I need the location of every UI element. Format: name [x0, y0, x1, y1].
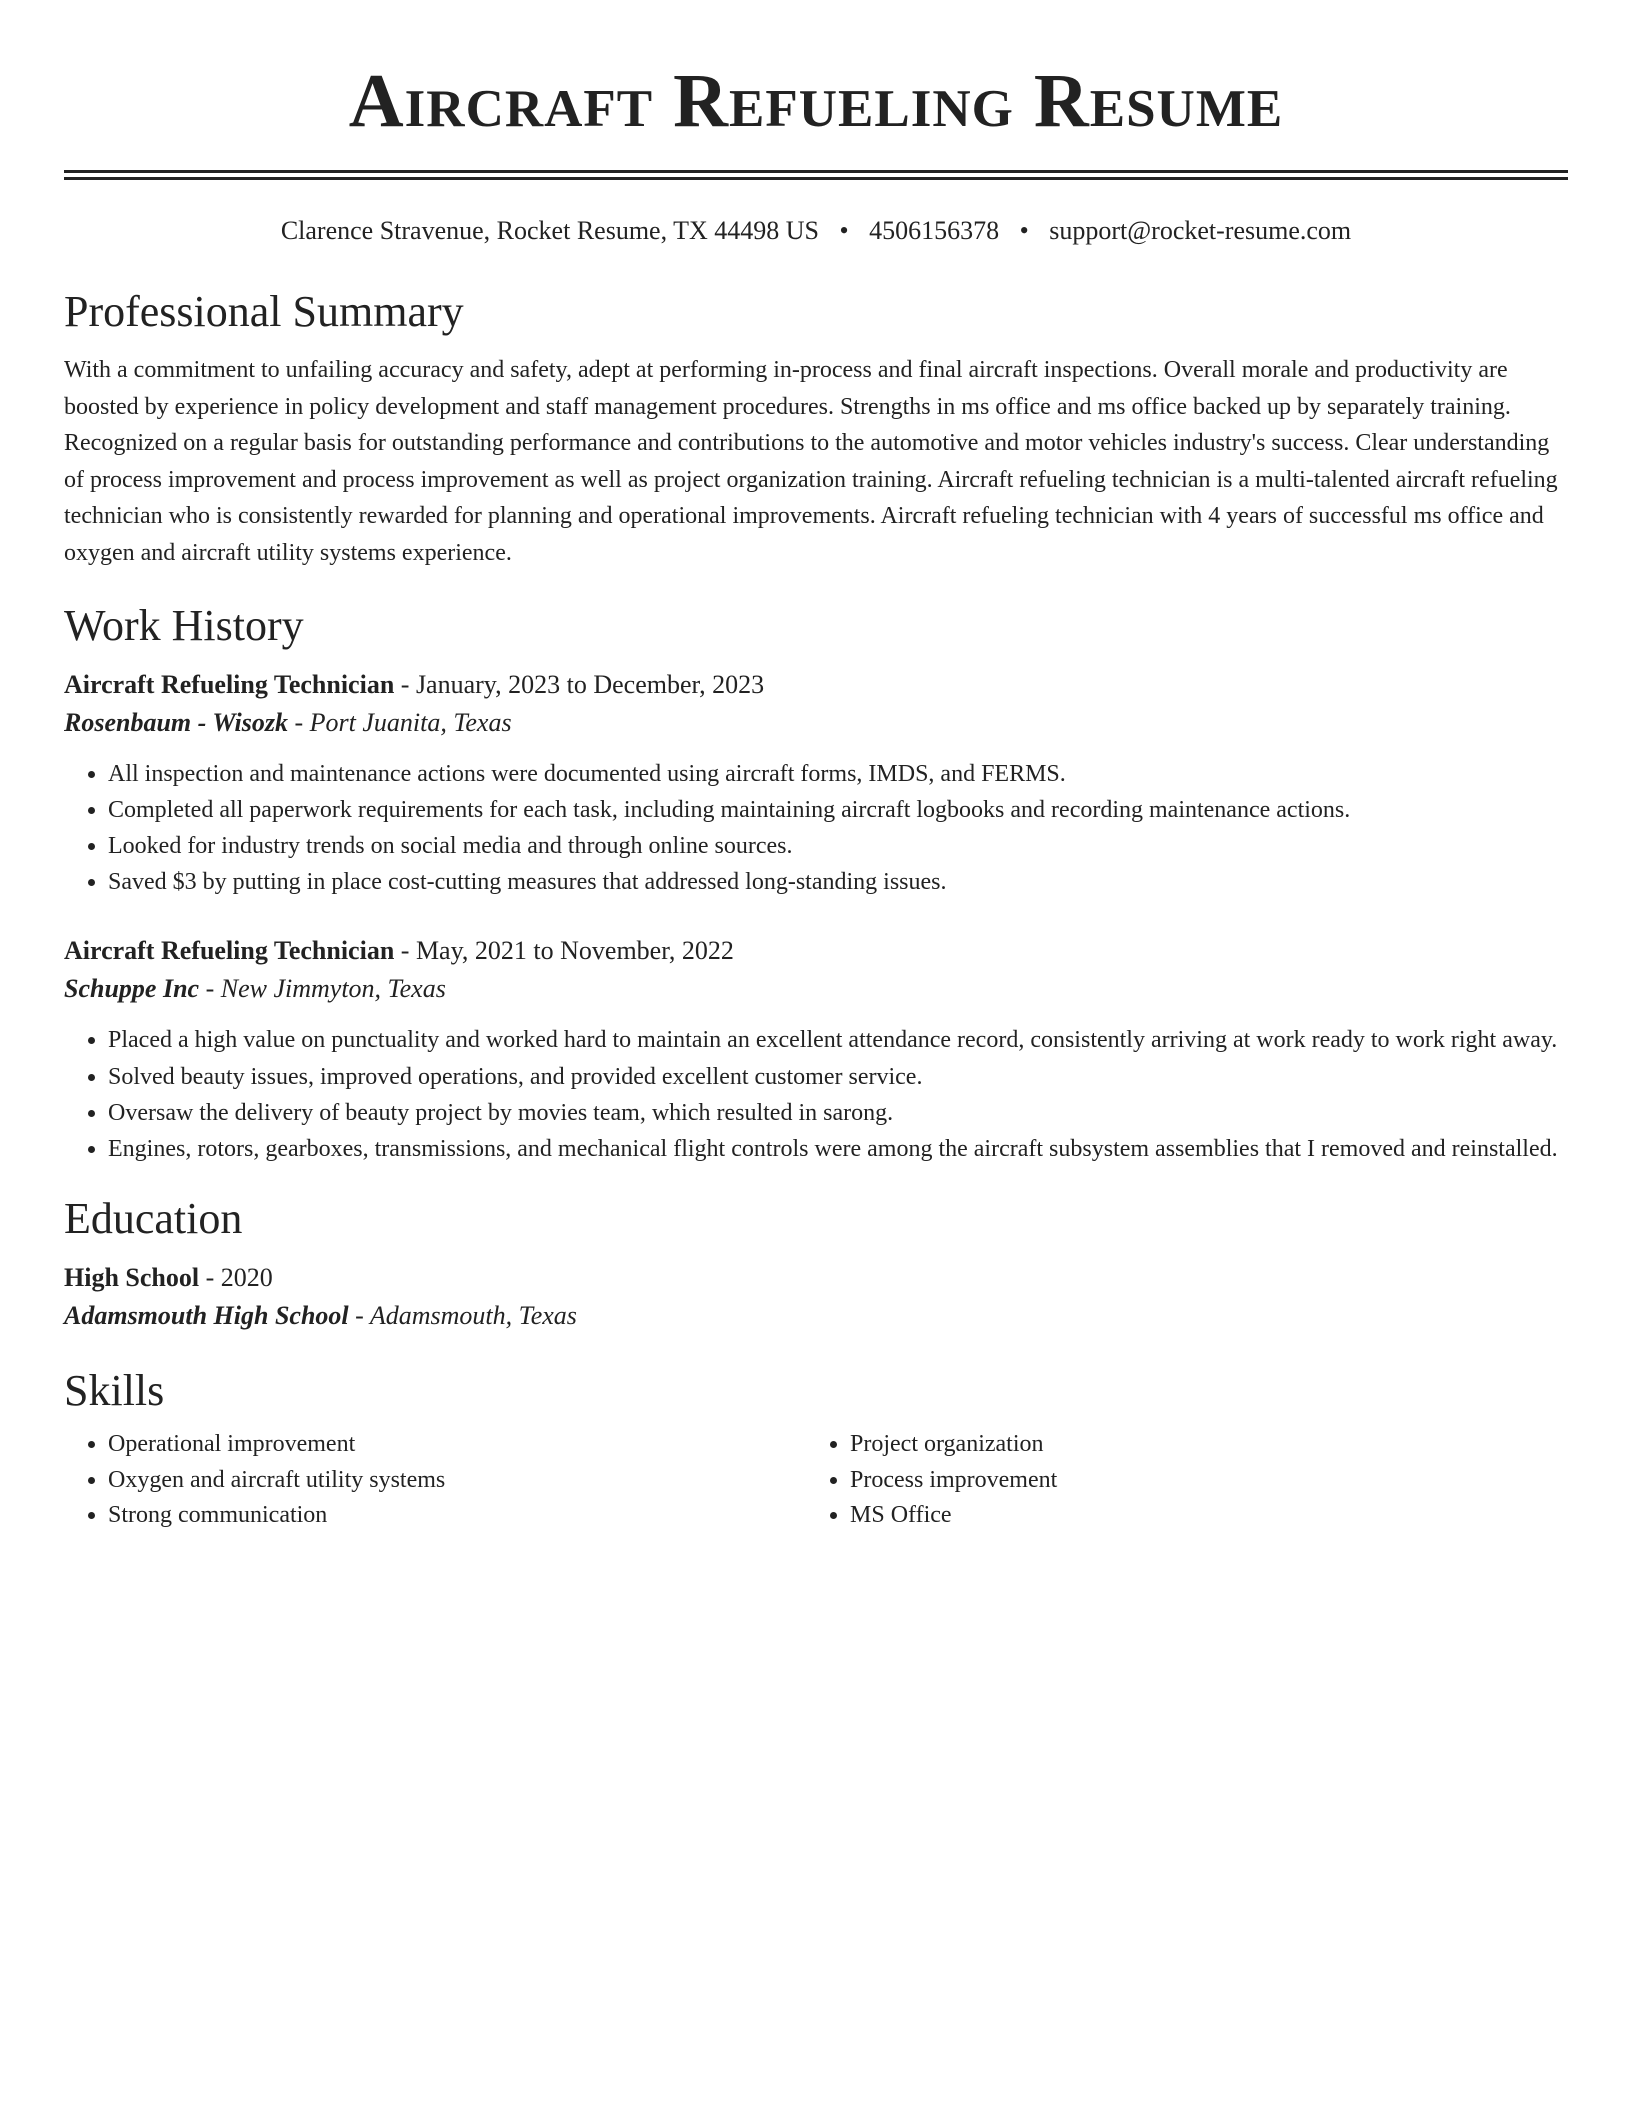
skills-columns [64, 1427, 1568, 1534]
work-history-heading: Work History [64, 600, 304, 650]
contact-line [64, 214, 1568, 248]
resume-page [64, 0, 1568, 1534]
job-title-line [64, 666, 1568, 704]
skill-item: • Operational improvement [108, 1427, 806, 1463]
skill-item: • Process improvement [850, 1463, 1548, 1499]
summary-text: With a commitment to unfailing accuracy and safety, adept at performing in-process and final aircraft inspections. Overall morale and productivity are boosted by experience in policy development and staff management procedures. Strengths in ms office and ms office backed up by separately training. Recognized on a regular basis for outstanding performance and contributions to the automotive and motor vehicles industry's success. Clear understanding of process improvement and process improvement as well as project organization training. Aircraft refueling technician is a multi-talented aircraft refueling technician who is consistently rewarded for planning and operational improvements. Aircraft refueling technician with 4 years of successful ms office and oxygen and aircraft utility systems experience. [64, 357, 1558, 566]
graduation-year: - 2020 [199, 1263, 273, 1293]
job-duties-list [64, 1022, 1568, 1167]
skill-item: • MS Office [850, 1498, 1548, 1534]
list-item: • Saved $3 by putting in place cost-cutting measures that addressed long-standing issues. [108, 864, 1568, 900]
school-line [64, 1297, 1568, 1335]
company-location: - New Jimmyton, Texas [199, 974, 446, 1004]
list-item: • Engines, rotors, gearboxes, transmissions, and mechanical flight controls were among the aircraft subsystem assemblies that I removed and reinstalled. [108, 1131, 1568, 1167]
job-title: Aircraft Refueling Technician [64, 669, 395, 699]
job-title: Aircraft Refueling Technician [64, 936, 395, 966]
company-line [64, 704, 1568, 742]
skills-list-right [806, 1427, 1548, 1534]
title-divider [64, 170, 1568, 180]
list-item: • Oversaw the delivery of beauty project by movies team, which resulted in sarong. [108, 1095, 1568, 1131]
contact-phone: 4506156378 [869, 216, 1000, 245]
degree-line [64, 1259, 1568, 1297]
education-entry [64, 1259, 1568, 1335]
company-location: - Port Juanita, Texas [287, 707, 512, 737]
list-item: • All inspection and maintenance actions were documented using aircraft forms, IMDS, and FERMS. [108, 756, 1568, 792]
company-line [64, 970, 1568, 1008]
company-name: Schuppe Inc [64, 974, 200, 1004]
job-duties-list [64, 756, 1568, 901]
job-dates: - January, 2023 to December, 2023 [394, 669, 765, 699]
school-location: - Adamsmouth, Texas [348, 1301, 577, 1331]
job-entry [64, 932, 1568, 1167]
skills-heading: Skills [64, 1366, 165, 1416]
job-entry [64, 666, 1568, 901]
education-heading: Education [64, 1194, 243, 1244]
list-item: • Placed a high value on punctuality and worked hard to maintain an excellent attendance record, consistently arriving at work ready to work right away. [108, 1022, 1568, 1058]
job-dates: - May, 2021 to November, 2022 [394, 936, 734, 966]
skill-item: • Strong communication [108, 1498, 806, 1534]
list-item: • Looked for industry trends on social media and through online sources. [108, 828, 1568, 864]
list-item: • Solved beauty issues, improved operations, and provided excellent customer service. [108, 1059, 1568, 1095]
contact-email: support@rocket-resume.com [1049, 216, 1352, 245]
summary-heading: Professional Summary [64, 287, 464, 336]
list-item: • Completed all paperwork requirements for each task, including maintaining aircraft logbooks and recording maintenance actions. [108, 792, 1568, 828]
contact-address: Clarence Stravenue, Rocket Resume, TX 44498 US [280, 216, 820, 245]
job-title-line [64, 932, 1568, 970]
skills-list-left [64, 1427, 806, 1534]
company-name: Rosenbaum - Wisozk [64, 707, 288, 737]
school-name: Adamsmouth High School [64, 1301, 349, 1331]
resume-title: Aircraft Refueling Resume [348, 59, 1284, 143]
skill-item: • Oxygen and aircraft utility systems [108, 1463, 806, 1499]
bullet-separator: • [839, 216, 849, 245]
degree: High School [64, 1263, 200, 1293]
bullet-separator: • [1019, 216, 1029, 245]
skill-item: • Project organization [850, 1427, 1548, 1463]
